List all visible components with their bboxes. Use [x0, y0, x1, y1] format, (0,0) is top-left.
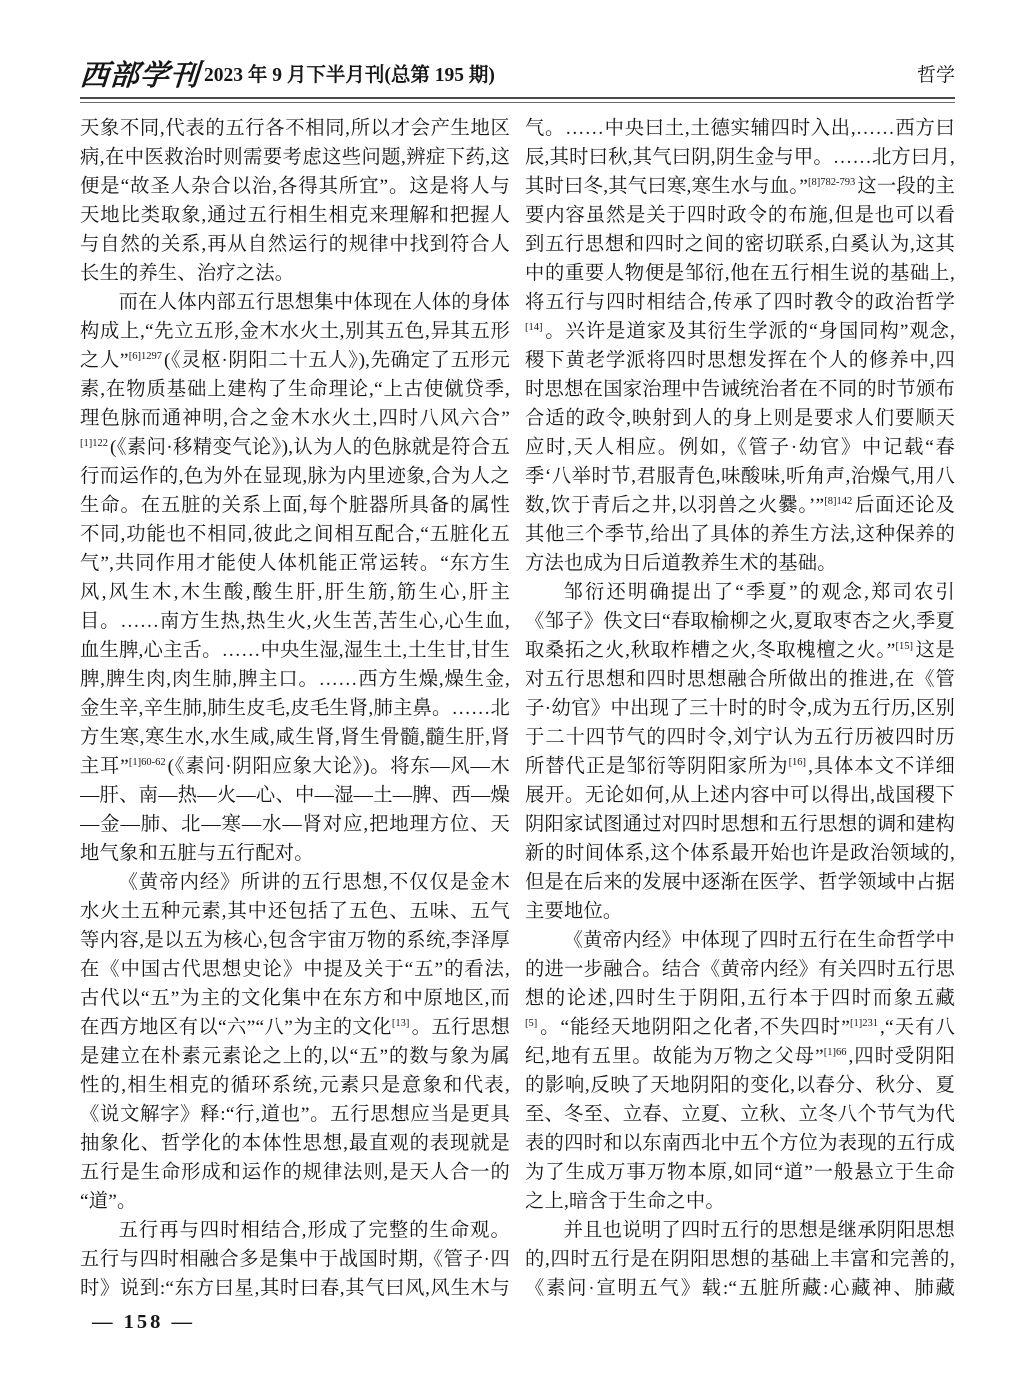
column-right [525, 114, 955, 1306]
text-run: 邹衍还明确提出了“季夏”的观念,郑司农引《邹子》佚文曰“春取榆柳之火,夏取枣杏之火,季夏取桑拓之火,秋取柞槽之火,冬取槐檀之火。” [525, 582, 955, 661]
page-number: — 158 — [92, 1311, 195, 1333]
citation-ref: [6]1297 [128, 351, 162, 362]
article-body [80, 114, 955, 1306]
text-run: ,四时受阴阳的影响,反映了天地阴阳的变化,以春分、秋分、夏至、冬至、立春、立夏、立秋、立冬八个节气为代表的四时和以东南西北中五个方位为表现的五行成为了生成万事万物本原,如同“道”一般悬立于生命之上,暗含于生命之中。 [525, 1046, 955, 1212]
section-label: 哲学 [916, 65, 955, 86]
text-run: 。兴许是道家及其衍生学派的“身国同构”观念,稷下黄老学派将四时思想发挥在个人的修养中,四时思想在国家治理中告诫统治者在不同的时节颁布合适的政令,映射到人的身上则是要求人们要顺天应时,天人相应。例如,《管子·幼官》中记载“春季‘八举时节,君服青色,味酸味,听角声,治燥气,用八数,饮于青后之井,以羽兽之火爨。’” [525, 321, 955, 516]
text-run: 《黄帝内经》中体现了四时五行在生命哲学中的进一步融合。结合《黄帝内经》有关四时五行思想的论述,四时生于阴阳,五行本于四时而象五藏 [525, 930, 955, 1009]
citation-ref: [8]142 [824, 496, 853, 507]
citation-ref: [5] [525, 1018, 538, 1029]
paragraph [80, 1216, 510, 1306]
paragraph [80, 868, 510, 1216]
text-run: (《灵枢·阴阳二十五人》),先确定了五形元素,在物质基础上建构了生命理论,“上古使僦贷季,理色脉而通神明,合之金木水火土,四时八风六合” [80, 350, 510, 429]
text-run: 这是对五行思想和四时思想融合所做出的推进,在《管子·幼官》中出现了三十时的时令,成为五行历,区别于二十四节气的四时令,刘宁认为五行历被四时历所替代正是邹衍等阴阳家所为 [525, 640, 955, 777]
text-run: ,具体本文不详细展开。无论如何,从上述内容中可以得出,战国稷下阴阳家试图通过对四时思想和五行思想的调和建构新的时间体系,这个体系最开始也许是政治领域的,但是在后来的发展中逐渐在医学、哲学领域中占据主要地位。 [525, 756, 955, 922]
paragraph [525, 114, 955, 578]
text-run: 并且也说明了四时五行的思想是继承阴阳思想的,四时五行是在阴阳思想的基础上丰富和完善的,《素问·宣明五气》载:“五脏所藏:心藏神、肺藏 [525, 1220, 955, 1299]
citation-ref: [8]782-793 [808, 177, 856, 188]
column-left [80, 114, 510, 1306]
text-run: 后面还论及其他三个季节,给出了具体的养生方法,这种保养的方法也成为日后道教养生术的基础。 [525, 495, 955, 574]
paragraph [80, 114, 510, 288]
citation-ref: [1]66 [823, 1047, 847, 1058]
paragraph [525, 926, 955, 1216]
citation-ref: [15] [895, 641, 913, 652]
text-run: 这一段的主要内容虽然是关于四时政令的布施,但是也可以看到五行思想和四时之间的密切联系,白奚认为,这其中的重要人物便是邹衍,他在五行相生说的基础上,将五行与四时相结合,传承了四时教令的政治哲学 [525, 176, 955, 313]
text-run: 。“能经天地阴阳之化者,不失四时” [539, 1017, 851, 1038]
text-run: 天象不同,代表的五行各不相同,所以才会产生地区病,在中医救治时则需要考虑这些问题,辨症下药,这便是“故圣人杂合以治,各得其所宜”。这是将人与天地比类取象,通过五行相生相克来理解和把握人与自然的关系,再从自然运行的规律中找到符合人长生的养生、治疗之法。 [80, 118, 510, 284]
text-run: ,“天有八纪,地有五里。故能为万物之父母” [525, 1017, 955, 1067]
citation-ref: [1]60-62 [128, 757, 166, 768]
text-run: 而在人体内部五行思想集中体现在人体的身体构成上,“先立五形,金木水火土,别其五色,异其五形之人” [80, 292, 510, 371]
journal-logo: 西部学刊 [78, 58, 202, 92]
journal-issue-info: 2023 年 9 月下半月刊(总第 195 期) [204, 65, 495, 86]
citation-ref: [14] [525, 322, 543, 333]
citation-ref: [13] [391, 1018, 410, 1029]
citation-ref: [1]122 [80, 438, 108, 449]
text-run: (《素问·移精变气论》),认为人的色脉就是符合五行而运作的,色为外在显现,脉为内里迹象,合为人之生命。在五脏的关系上面,每个脏器所具备的属性不同,功能也不相同,彼此之间相互配合,“五脏化五气”,共同作用才能使人体机能正常运转。“东方生风,风生木,木生酸,酸生肝,肝生筋,筋生心,肝主目。……南方生热,热生火,火生苦,苦生心,心生血,血生脾,心主舌。……中央生湿,湿生土,土生甘,甘生脾,脾生肉,肉生肺,脾主口。……西方生燥,燥生金,金生辛,辛生肺,肺生皮毛,皮毛生肾,肺主鼻。……北方生寒,寒生水,水生咸,咸生肾,肾生骨髓,髓生肝,肾主耳” [80, 437, 510, 777]
text-run: 。五行思想是建立在朴素元素论之上的,以“五”的数与象为属性的,相生相克的循环系统,元素只是意象和代表,《说文解字》释:“行,道也”。五行思想应当是更具抽象化、哲学化的本体性思想,最直观的表现就是五行是生命形成和运作的规律法则,是天人合一的“道”。 [80, 1017, 510, 1212]
paragraph [525, 1216, 955, 1306]
header-divider [80, 97, 955, 103]
citation-ref: [16] [788, 757, 807, 768]
paragraph [525, 578, 955, 926]
text-run: (《素问·阴阳应象大论》)。将东—风—木—肝、南—热—火—心、中—湿—土—脾、西—燥—金—肺、北—寒—水—肾对应,把地理方位、天地气象和五脏与五行配对。 [80, 756, 510, 864]
paragraph [80, 288, 510, 868]
text-run: 五行再与四时相结合,形成了完整的生命观。五行与四时相融合多是集中于战国时期,《管子·四时》说到:“东方曰星,其时曰春,其气曰风,风生木与 [80, 1220, 510, 1299]
page-header [80, 60, 955, 90]
citation-ref: [1]231 [850, 1018, 879, 1029]
text-run: 《黄帝内经》所讲的五行思想,不仅仅是金木水火土五种元素,其中还包括了五色、五味、五气等内容,是以五为核心,包含宇宙万物的系统,李泽厚在《中国古代思想史论》中提及关于“五”的看法,古代以“五”为主的文化集中在东方和中原地区,而在西方地区有以“六”“八”为主的文化 [80, 872, 510, 1038]
text-run: 气。……中央曰土,土德实辅四时入出,……西方曰辰,其时曰秋,其气曰阴,阴生金与甲。……北方曰月,其时曰冬,其气曰寒,寒生水与血。” [525, 118, 955, 197]
